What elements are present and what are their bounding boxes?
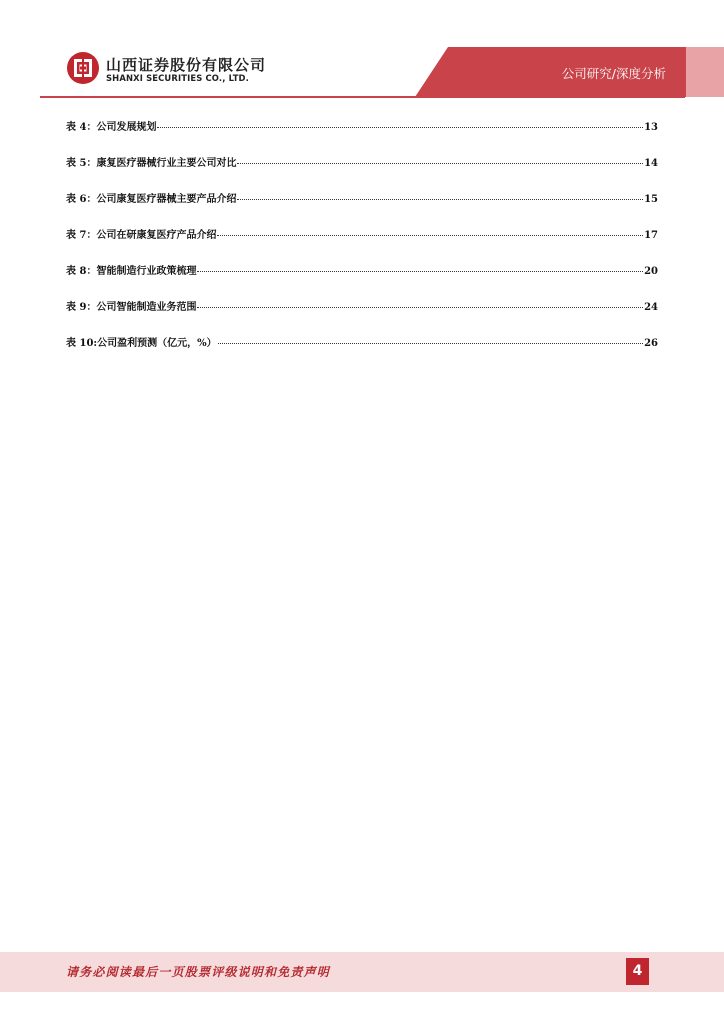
- page-number-badge: 4: [626, 958, 649, 985]
- toc-entry-page: 14: [644, 158, 658, 169]
- page-footer: [0, 952, 724, 992]
- toc-entry-page: 13: [644, 122, 658, 133]
- toc-entry[interactable]: [66, 186, 658, 222]
- toc-entry[interactable]: [66, 114, 658, 150]
- toc-entry-title: 表 10:公司盈利预测（亿元，%）: [66, 338, 217, 349]
- toc-entry-title: 表 5：康复医疗器械行业主要公司对比: [66, 158, 237, 169]
- toc-leader-dots: [217, 235, 643, 236]
- page-header: [0, 0, 724, 100]
- toc-entry-title: 表 9：公司智能制造业务范围: [66, 302, 197, 313]
- toc-entry[interactable]: [66, 294, 658, 330]
- toc-entry-page: 17: [644, 230, 658, 241]
- toc-entry-title: 表 4：公司发展规划: [66, 122, 157, 133]
- header-rule: [40, 96, 685, 98]
- report-type-label: 公司研究/深度分析: [561, 66, 666, 81]
- toc-entry[interactable]: [66, 258, 658, 294]
- toc-leader-dots: [197, 307, 643, 308]
- shanxi-securities-logo-icon: [66, 51, 100, 85]
- company-name-cn: 山西证券股份有限公司: [106, 56, 267, 74]
- toc-leader-dots: [237, 199, 643, 200]
- toc-leader-dots: [237, 163, 643, 164]
- toc-leader-dots: [157, 127, 643, 128]
- toc-entry-title: 表 8：智能制造行业政策梳理: [66, 266, 197, 277]
- toc-entry-title: 表 6：公司康复医疗器械主要产品介绍: [66, 194, 237, 205]
- toc-leader-dots: [218, 343, 643, 344]
- disclaimer-text: 请务必阅读最后一页股票评级说明和免责声明: [66, 965, 331, 979]
- toc-entry-page: 26: [644, 338, 658, 349]
- toc-entry[interactable]: [66, 150, 658, 186]
- toc-entry[interactable]: [66, 330, 658, 366]
- company-name-en: SHANXI SECURITIES CO., LTD.: [106, 73, 249, 83]
- table-list: [66, 114, 658, 366]
- toc-entry[interactable]: [66, 222, 658, 258]
- toc-leader-dots: [197, 271, 643, 272]
- toc-entry-title: 表 7：公司在研康复医疗产品介绍: [66, 230, 217, 241]
- toc-entry-page: 15: [644, 194, 658, 205]
- toc-entry-page: 24: [644, 302, 658, 313]
- toc-entry-page: 20: [644, 266, 658, 277]
